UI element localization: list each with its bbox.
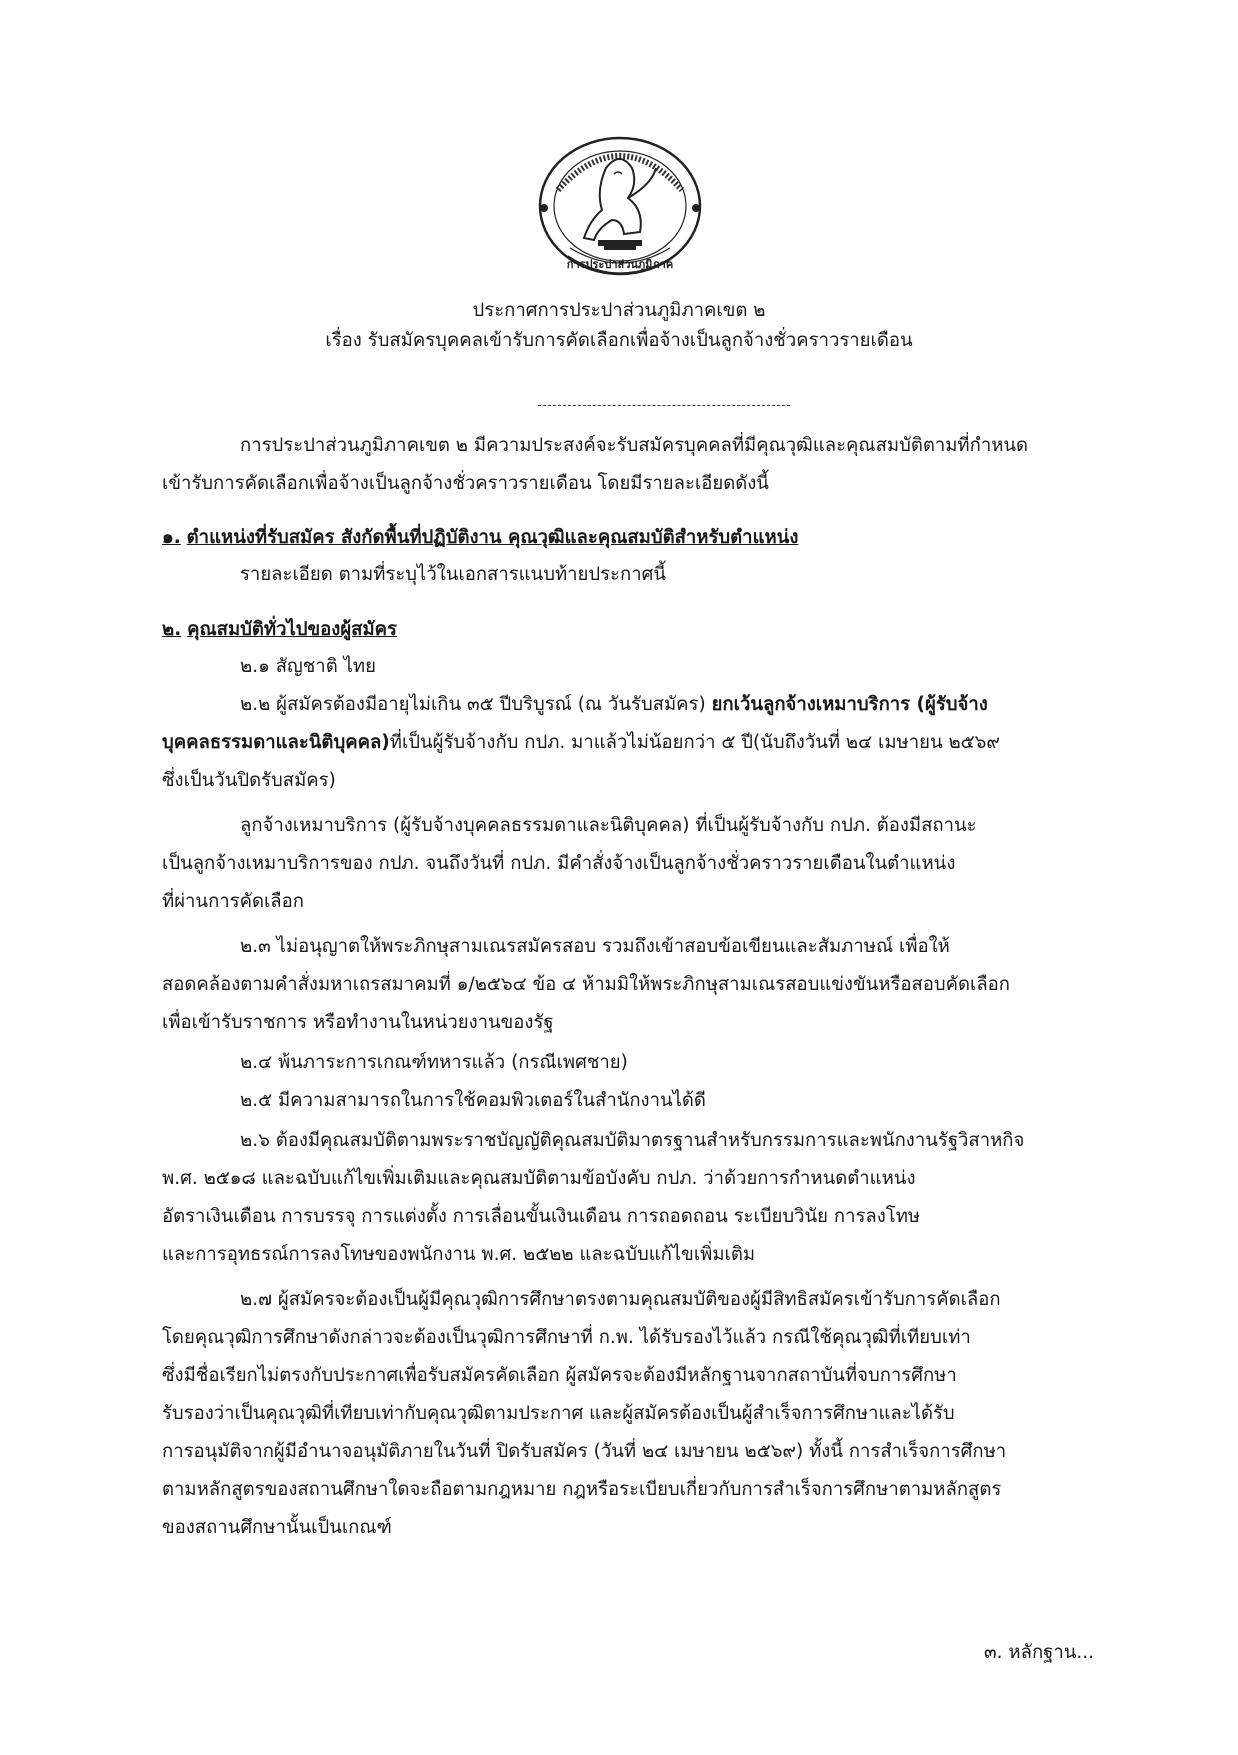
section-2-title: คุณสมบัติทั่วไปของผู้สมัคร	[187, 619, 397, 640]
item-2-2-note-line-3: ที่ผ่านการคัดเลือก	[162, 891, 304, 912]
section-2-heading	[162, 615, 397, 644]
item-2-7-line-7: ของสถานศึกษานั้นเป็นเกณฑ์	[162, 1517, 392, 1538]
item-2-5: ๒.๕ มีความสามารถในการใช้คอมพิวเตอร์ในสำนักงานได้ดี	[240, 1090, 706, 1111]
seal-bottom-text: การประปาส่วนภูมิภาค	[566, 258, 674, 271]
item-2-2-line-2	[162, 728, 1000, 757]
item-2-7-line-1: ๒.๗ ผู้สมัครจะต้องเป็นผู้มีคุณวุฒิการศึกษาตรงตามคุณสมบัติของผู้มีสิทธิสมัครเข้ารับการคัดเลือก	[240, 1289, 1001, 1310]
item-2-3-line-1: ๒.๓ ไม่อนุญาตให้พระภิกษุสามเณรสมัครสอบ รวมถึงเข้าสอบข้อเขียนและสัมภาษณ์ เพื่อให้	[240, 936, 950, 957]
agency-seal-logo	[528, 128, 712, 284]
item-2-4: ๒.๔ พ้นภาระการเกณฑ์ทหารแล้ว (กรณีเพศชาย)	[240, 1052, 628, 1073]
item-2-2-contract-text: ที่เป็นผู้รับจ้างกับ กปภ. มาแล้วไม่น้อยกว่า ๕ ปี(นับถึงวันที่ ๒๔ เมษายน ๒๕๖๙	[389, 732, 1000, 753]
section-2-number: ๒.	[162, 619, 182, 640]
section-1-number: ๑.	[162, 527, 181, 548]
item-2-1: ๒.๑ สัญชาติ ไทย	[240, 656, 376, 677]
item-2-7-line-3: ซึ่งมีชื่อเรียกไม่ตรงกับประกาศเพื่อรับสมัครคัดเลือก ผู้สมัครจะต้องมีหลักฐานจากสถาบันที่จบการศึกษา	[162, 1365, 957, 1386]
item-2-2-age-text: ๒.๒ ผู้สมัครต้องมีอายุไม่เกิน ๓๕ ปีบริบูรณ์ (ณ วันรับสมัคร)	[240, 694, 706, 715]
divider-line	[538, 405, 790, 406]
intro-line-2: เข้ารับการคัดเลือกเพื่อจ้างเป็นลูกจ้างชั่วคราวรายเดือน โดยมีรายละเอียดดังนี้	[162, 473, 769, 494]
item-2-7-line-2: โดยคุณวุฒิการศึกษาดังกล่าวจะต้องเป็นวุฒิการศึกษาที่ ก.พ. ได้รับรองไว้แล้ว กรณีใช้คุณวุฒิที่เทียบเท่า	[162, 1327, 971, 1348]
item-2-2-line-1	[240, 690, 988, 719]
item-2-6-line-3: อัตราเงินเดือน การบรรจุ การแต่งตั้ง การเลื่อนขั้นเงินเดือน การถอดถอน ระเบียบวินัย การลงโทษ	[162, 1206, 921, 1227]
item-2-3-line-2: สอดคล้องตามคำสั่งมหาเถรสมาคมที่ ๑/๒๕๖๔ ข้อ ๔ ห้ามมิให้พระภิกษุสามเณรสอบแข่งขันหรือสอบคัดเลือก	[162, 974, 1010, 995]
intro-line-1: การประปาส่วนภูมิภาคเขต ๒ มีความประสงค์จะรับสมัครบุคคลที่มีคุณวุฒิและคุณสมบัติตามที่กำหนด	[240, 435, 1029, 456]
section-1-body: รายละเอียด ตามที่ระบุไว้ในเอกสารแนบท้ายประกาศนี้	[240, 564, 666, 585]
announcement-title: ประกาศการประปาส่วนภูมิภาคเขต ๒	[472, 300, 766, 321]
item-2-6-line-2: พ.ศ. ๒๕๑๘ และฉบับแก้ไขเพิ่มเติมและคุณสมบัติตามข้อบังคับ กปภ. ว่าด้วยการกำหนดตำแหน่ง	[162, 1168, 916, 1189]
item-2-2-note-line-1: ลูกจ้างเหมาบริการ (ผู้รับจ้างบุคคลธรรมดาและนิติบุคคล) ที่เป็นผู้รับจ้างกับ กปภ. ต้องมีสถานะ	[240, 815, 977, 836]
item-2-3-line-3: เพื่อเข้ารับราชการ หรือทำงานในหน่วยงานของรัฐ	[162, 1012, 554, 1033]
item-2-6-line-1: ๒.๖ ต้องมีคุณสมบัติตามพระราชบัญญัติคุณสมบัติมาตรฐานสำหรับกรรมการและพนักงานรัฐวิสาหกิจ	[240, 1130, 1025, 1151]
section-1-heading	[162, 523, 798, 552]
page-continuation: ๓. หลักฐาน...	[984, 1642, 1095, 1663]
item-2-2-line-3: ซึ่งเป็นวันปิดรับสมัคร)	[162, 770, 336, 791]
section-1-title: ตำแหน่งที่รับสมัคร สังกัดพื้นที่ปฏิบัติงาน คุณวุฒิและคุณสมบัติสำหรับตำแหน่ง	[186, 527, 799, 548]
item-2-7-line-4: รับรองว่าเป็นคุณวุฒิที่เทียบเท่ากับคุณวุฒิตามประกาศ และผู้สมัครต้องเป็นผู้สำเร็จการศึกษาและได้รับ	[162, 1403, 955, 1424]
item-2-7-line-5: การอนุมัติจากผู้มีอำนาจอนุมัติภายในวันที่ ปิดรับสมัคร (วันที่ ๒๔ เมษายน ๒๕๖๙) ทั้งนี้ การสำเร็จการศึกษา	[162, 1441, 1007, 1462]
seal-icon	[528, 128, 712, 284]
item-2-2-exception-text: ยกเว้นลูกจ้างเหมาบริการ (ผู้รับจ้าง	[711, 694, 988, 715]
announcement-subject: เรื่อง รับสมัครบุคคลเข้ารับการคัดเลือกเพื่อจ้างเป็นลูกจ้างชั่วคราวรายเดือน	[325, 330, 913, 351]
item-2-2-note-line-2: เป็นลูกจ้างเหมาบริการของ กปภ. จนถึงวันที่ กปภ. มีคำสั่งจ้างเป็นลูกจ้างชั่วคราวรายเดือนในตำแหน่ง	[162, 853, 956, 874]
item-2-7-line-6: ตามหลักสูตรของสถานศึกษาใดจะถือตามกฎหมาย กฎหรือระเบียบเกี่ยวกับการสำเร็จการศึกษาตามหลักสูตร	[162, 1479, 1002, 1500]
item-2-2-exception-cont: บุคคลธรรมดาและนิติบุคคล)	[162, 732, 390, 753]
item-2-6-line-4: และการอุทธรณ์การลงโทษของพนักงาน พ.ศ. ๒๕๒๒ และฉบับแก้ไขเพิ่มเติม	[162, 1244, 756, 1265]
